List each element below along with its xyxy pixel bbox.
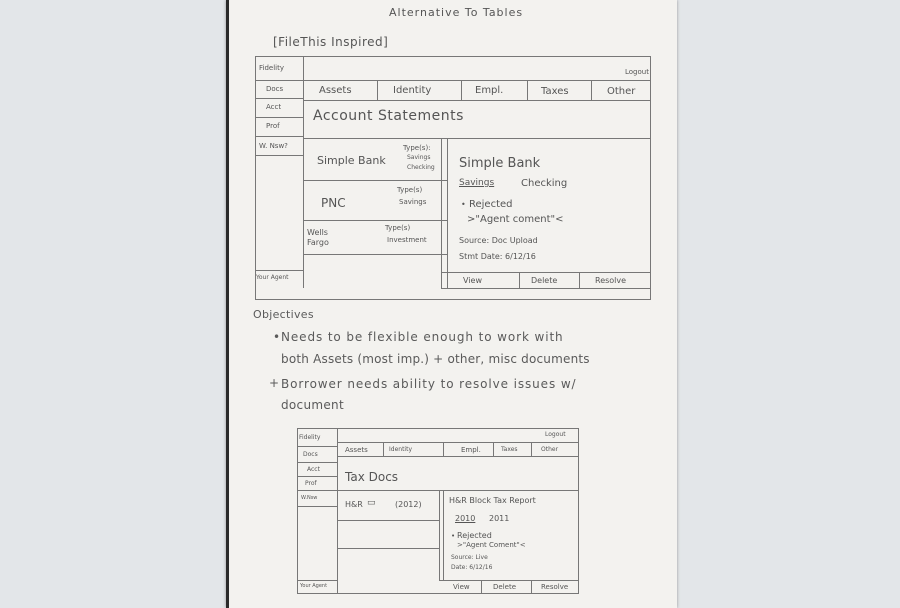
objective-line: document <box>281 398 344 412</box>
account-row[interactable] <box>305 140 441 180</box>
account-type: Investment <box>387 236 427 244</box>
account-type: Savings <box>407 154 431 161</box>
sidebar-item-acct[interactable]: Acct <box>266 103 282 111</box>
objective-bullet-icon: • <box>273 330 281 344</box>
resolve-button[interactable]: Resolve <box>541 583 569 591</box>
detail-date: Date: 6/12/16 <box>451 564 493 571</box>
tax-doc-year: (2012) <box>395 500 422 509</box>
sidebar-item-docs[interactable]: Docs <box>303 451 318 458</box>
account-types-label: Type(s) <box>385 224 411 232</box>
objective-line: Needs to be flexible enough to work with <box>281 330 564 344</box>
account-types-label: Type(s) <box>397 186 423 194</box>
detail-comment: >"Agent Coment"< <box>457 541 526 549</box>
sidebar-item-wnsw[interactable]: W.Nsw <box>301 495 318 501</box>
sidebar-item-fidelity[interactable]: Fidelity <box>259 64 284 72</box>
account-row[interactable] <box>305 222 441 254</box>
sidebar-item-docs[interactable]: Docs <box>266 85 284 93</box>
logout-link[interactable]: Logout <box>545 431 566 438</box>
tax-doc-row[interactable] <box>339 492 437 518</box>
sidebar-your-agent[interactable]: Your Agent <box>256 274 289 281</box>
detail-panel <box>445 492 577 578</box>
detail-title: Simple Bank <box>459 156 541 171</box>
sidebar-your-agent[interactable]: Your Agent <box>300 583 328 589</box>
detail-stmt-date: Stmt Date: 6/12/16 <box>459 252 536 261</box>
detail-year-2011[interactable]: 2011 <box>489 514 510 523</box>
detail-panel <box>449 140 649 272</box>
account-type: Savings <box>399 198 427 206</box>
sidebar-item-prof[interactable]: Prof <box>266 122 280 130</box>
tab-other[interactable]: Other <box>541 446 559 453</box>
detail-source: Source: Doc Upload <box>459 236 538 245</box>
view-button[interactable]: View <box>463 276 482 285</box>
page-title: Alternative To Tables <box>389 6 524 19</box>
tab-identity[interactable]: Identity <box>389 446 412 453</box>
account-name: PNC <box>321 196 346 210</box>
account-types-label: Type(s): <box>403 144 431 152</box>
document-icon: ▭ <box>367 498 376 508</box>
logout-link[interactable]: Logout <box>625 68 649 76</box>
tab-taxes[interactable]: Taxes <box>541 86 569 97</box>
bullet-icon: • <box>451 532 456 540</box>
view-button[interactable]: View <box>453 583 470 591</box>
objective-line: Borrower needs ability to resolve issues w/ <box>281 377 577 391</box>
tab-taxes[interactable]: Taxes <box>501 446 518 453</box>
detail-status: Rejected <box>457 531 492 540</box>
bullet-icon: • <box>461 200 466 209</box>
tab-empl[interactable]: Empl. <box>475 85 504 96</box>
resolve-button[interactable]: Resolve <box>595 276 627 285</box>
account-row[interactable] <box>305 182 441 220</box>
sidebar-item-prof[interactable]: Prof <box>305 480 317 487</box>
detail-title: H&R Block Tax Report <box>449 496 536 505</box>
section-title: Tax Docs <box>345 470 399 484</box>
tax-doc-name: H&R <box>345 500 363 509</box>
tab-other[interactable]: Other <box>607 86 636 97</box>
objective-line: both Assets (most imp.) + other, misc documents <box>281 352 590 366</box>
account-type: Checking <box>407 164 435 171</box>
objectives-heading: Objectives <box>253 308 314 321</box>
detail-comment: >"Agent coment"< <box>467 214 564 225</box>
delete-button[interactable]: Delete <box>531 276 558 285</box>
sidebar-item-fidelity[interactable]: Fidelity <box>299 434 321 441</box>
detail-year-2010[interactable]: 2010 <box>455 514 476 523</box>
tab-assets[interactable]: Assets <box>319 85 352 96</box>
section-title: Account Statements <box>313 108 464 124</box>
account-name: Wells Fargo <box>307 228 329 247</box>
sidebar-item-wnsw[interactable]: W. Nsw? <box>259 142 288 150</box>
page-subtitle: [FileThis Inspired] <box>273 35 389 49</box>
detail-source: Source: Live <box>451 554 488 561</box>
notebook-page <box>226 0 677 608</box>
sidebar-item-acct[interactable]: Acct <box>307 466 320 473</box>
tab-identity[interactable]: Identity <box>393 85 432 96</box>
tab-assets[interactable]: Assets <box>345 446 368 454</box>
detail-tab-savings[interactable]: Savings <box>459 178 495 188</box>
delete-button[interactable]: Delete <box>493 583 516 591</box>
detail-tab-checking[interactable]: Checking <box>521 178 568 189</box>
detail-status: Rejected <box>469 199 513 210</box>
objective-bullet-icon: + <box>269 376 280 390</box>
tab-empl[interactable]: Empl. <box>461 446 481 454</box>
account-name: Simple Bank <box>317 154 386 167</box>
